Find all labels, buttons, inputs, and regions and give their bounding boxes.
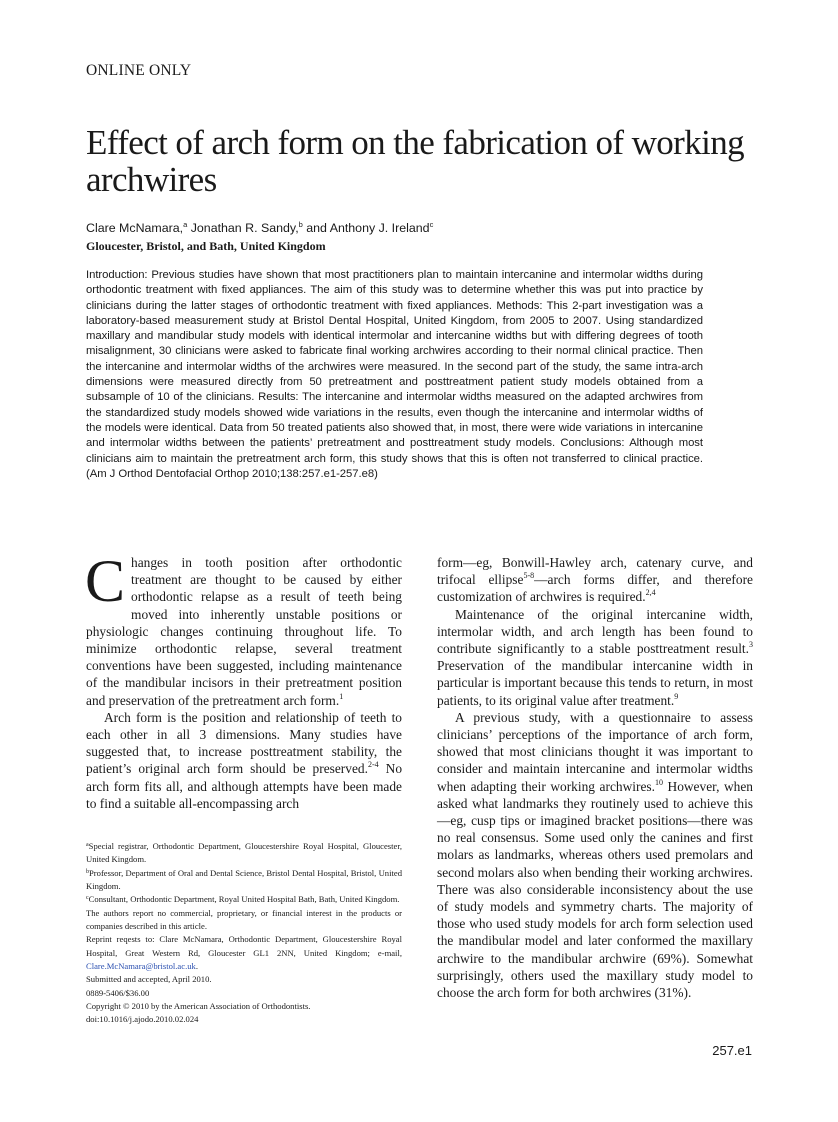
footnote-text: Consultant, Orthodontic Department, Royal United Hospital Bath, Bath, United Kingdom.: [88, 894, 400, 905]
body-paragraph: [437, 554, 753, 606]
citation-ref: 1: [339, 691, 344, 701]
author-affiliation-mark: c: [429, 220, 434, 229]
citation-ref: 5-8: [523, 571, 535, 581]
body-paragraph: [437, 606, 753, 709]
body-paragraph: [437, 709, 753, 1001]
paragraph-text: hanges in tooth position after orthodontic treatment are thought to be caused by either orthodontic relapse as a result of teeth being moved into inherently unstable positions or physiologic changes continuing throughout life. To minimize orthodontic relapse, several treatment conventions have been suggested, including maintenance of the mandibular incisors in their pretreatment position and preservation of the pretreatment arch form.: [86, 555, 402, 708]
author-name: Clare McNamara,: [86, 221, 184, 235]
footnote: [86, 893, 402, 906]
paragraph-text: However, when asked what landmarks they routinely used to achieve this—eg, cusp tips or imagined bracket positions—there was no real consensus. Some used only the canines and first molars as landmarks, whereas others used premolars and second molars also when bending their working archwires. There was also considerable inconsistency about the use of study models and symmetry charts. The majority of those who used study models for arch form selection used the mandibular model and later conformed the maxillary archwire to the mandibular archwire (69%). Somewhat surprisingly, others used the maxillary study model to choose the arch form for both archwires (31%).: [437, 778, 753, 1001]
issn: 0889-5406/$36.00: [86, 987, 150, 998]
drop-cap: C: [85, 548, 126, 614]
affiliation: Gloucester, Bristol, and Bath, United Kingdom: [86, 239, 326, 253]
paragraph-text: Preservation of the mandibular intercanine width in particular is important because this tends to return, in most patients, to its original value after treatment.: [437, 658, 753, 708]
paragraph-text: Arch form is the position and relationship of teeth to each other in all 3 dimensions. Many studies have suggested that, to increase posttreatment stability, the patient’s original arch form should be preserved.: [86, 709, 402, 777]
citation-ref: 2,4: [645, 588, 656, 598]
section-label: ONLINE ONLY: [86, 62, 192, 79]
doi: doi:10.1016/j.ajodo.2010.02.024: [86, 1014, 199, 1025]
paragraph-text: form—eg, Bonwill-Hawley arch, catenary curve, and trifocal ellipse: [437, 555, 753, 588]
footnote-text: Professor, Department of Oral and Dental Science, Bristol Dental Hospital, Bristol, United Kingdom.: [86, 867, 402, 892]
submission-note: Submitted and accepted, April 2010.: [86, 974, 212, 985]
paragraph-text: Maintenance of the original intercanine width, intermolar width, and arch length has been found to contribute significantly to a stable posttreatment result.: [437, 606, 753, 657]
author-affiliation-mark: a: [183, 220, 188, 229]
email-link[interactable]: Clare.McNamara@bristol.ac.uk: [86, 961, 196, 972]
paragraph-text: No arch form fits all, and although attempts have been made to find a suitable all-encompassing arch: [86, 761, 403, 811]
citation-ref: 3: [749, 640, 753, 650]
body-paragraph: [86, 709, 402, 812]
body-column-left: [85, 548, 403, 812]
reprint-text-end: .: [195, 961, 198, 972]
author-list: [86, 220, 433, 235]
reprint-note: [86, 933, 402, 973]
author-affiliation-mark: b: [298, 220, 303, 229]
disclosure-note: The authors report no commercial, proprietary, or financial interest in the products or companies described in this article.: [86, 907, 402, 932]
author-name: and Anthony J. Ireland: [306, 221, 430, 235]
footnote: [86, 867, 402, 894]
author-name: Jonathan R. Sandy,: [190, 221, 299, 235]
citation-ref: 9: [674, 691, 679, 701]
copyright: Copyright © 2010 by the American Association of Orthodontists.: [86, 1001, 311, 1012]
footnote-text: Special registrar, Orthodontic Department, Gloucestershire Royal Hospital, Gloucester, United Kingdom.: [86, 841, 402, 865]
reprint-text: Reprint reqests to: Clare McNamara, Orthodontic Department, Gloucestershire Royal Hospital, Great Western Rd, Gloucester GL1 2NN, United Kingdom; e-mail,: [86, 934, 402, 958]
footnotes: [86, 840, 402, 1027]
body-paragraph: [85, 548, 402, 709]
page-number: 257.e1: [712, 1043, 752, 1058]
body-column-right: [437, 554, 753, 1001]
paragraph-text: A previous study, with a questionnaire to assess clinicians’ perceptions of the importance of arch form, showed that most clinicians thought it was important to consider and maintain intercanine and intermolar widths when adapting their working archwires.: [437, 709, 753, 794]
paragraph-text: —arch forms differ, and therefore customization of archwires is required.: [437, 572, 753, 605]
citation-ref: 10: [654, 777, 663, 787]
footnote: [86, 840, 402, 867]
footnote-mark: c: [86, 895, 89, 902]
citation-ref: 2-4: [367, 760, 379, 770]
footnote-mark: a: [86, 842, 89, 848]
abstract: Introduction: Previous studies have shown that most practitioners plan to maintain intercanine and intermolar widths during orthodontic treatment with fixed appliances. The aim of this study was to determine whether this was put into practice by clinicians during the latter stages of orthodontic treatment with fixed appliances. Methods: This 2-part investigation was a laboratory-based measurement study at Bristol Dental Hospital, United Kingdom, from 2005 to 2007. Using standardized maxillary and mandibular study models with identical intermolar and intercanine widths but with differing degrees of tooth misalignment, 30 clinicians were asked to fabricate final working archwires according to their normal clinical practice. Then the intercanine and intermolar widths of the archwires were measured. In the second part of the study, the same intra-arch dimensions were measured directly from 50 pretreatment and posttreatment patient study models obtained from a subsample of 10 of the clinicians. Results: The intercanine and intermolar widths measured on the adapted archwires from the standardized study models showed wide variations in the results, even though the intercanine and intermolar widths of the models were identical. Data from 50 treated patients also showed that, in most, there were wide variations in intercanine and intermolar widths between the patients’ pretreatment and posttreatment study models. Conclusions: Although most clinicians aim to maintain the pretreatment arch form, this study shows that this is often not transferred to clinical practice. (Am J Orthod Dentofacial Orthop 2010;138:257.e1-257.e8): [86, 269, 703, 480]
article-title: Effect of arch form on the fabrication of working archwires: [86, 123, 745, 199]
footnote-mark: b: [86, 868, 89, 875]
